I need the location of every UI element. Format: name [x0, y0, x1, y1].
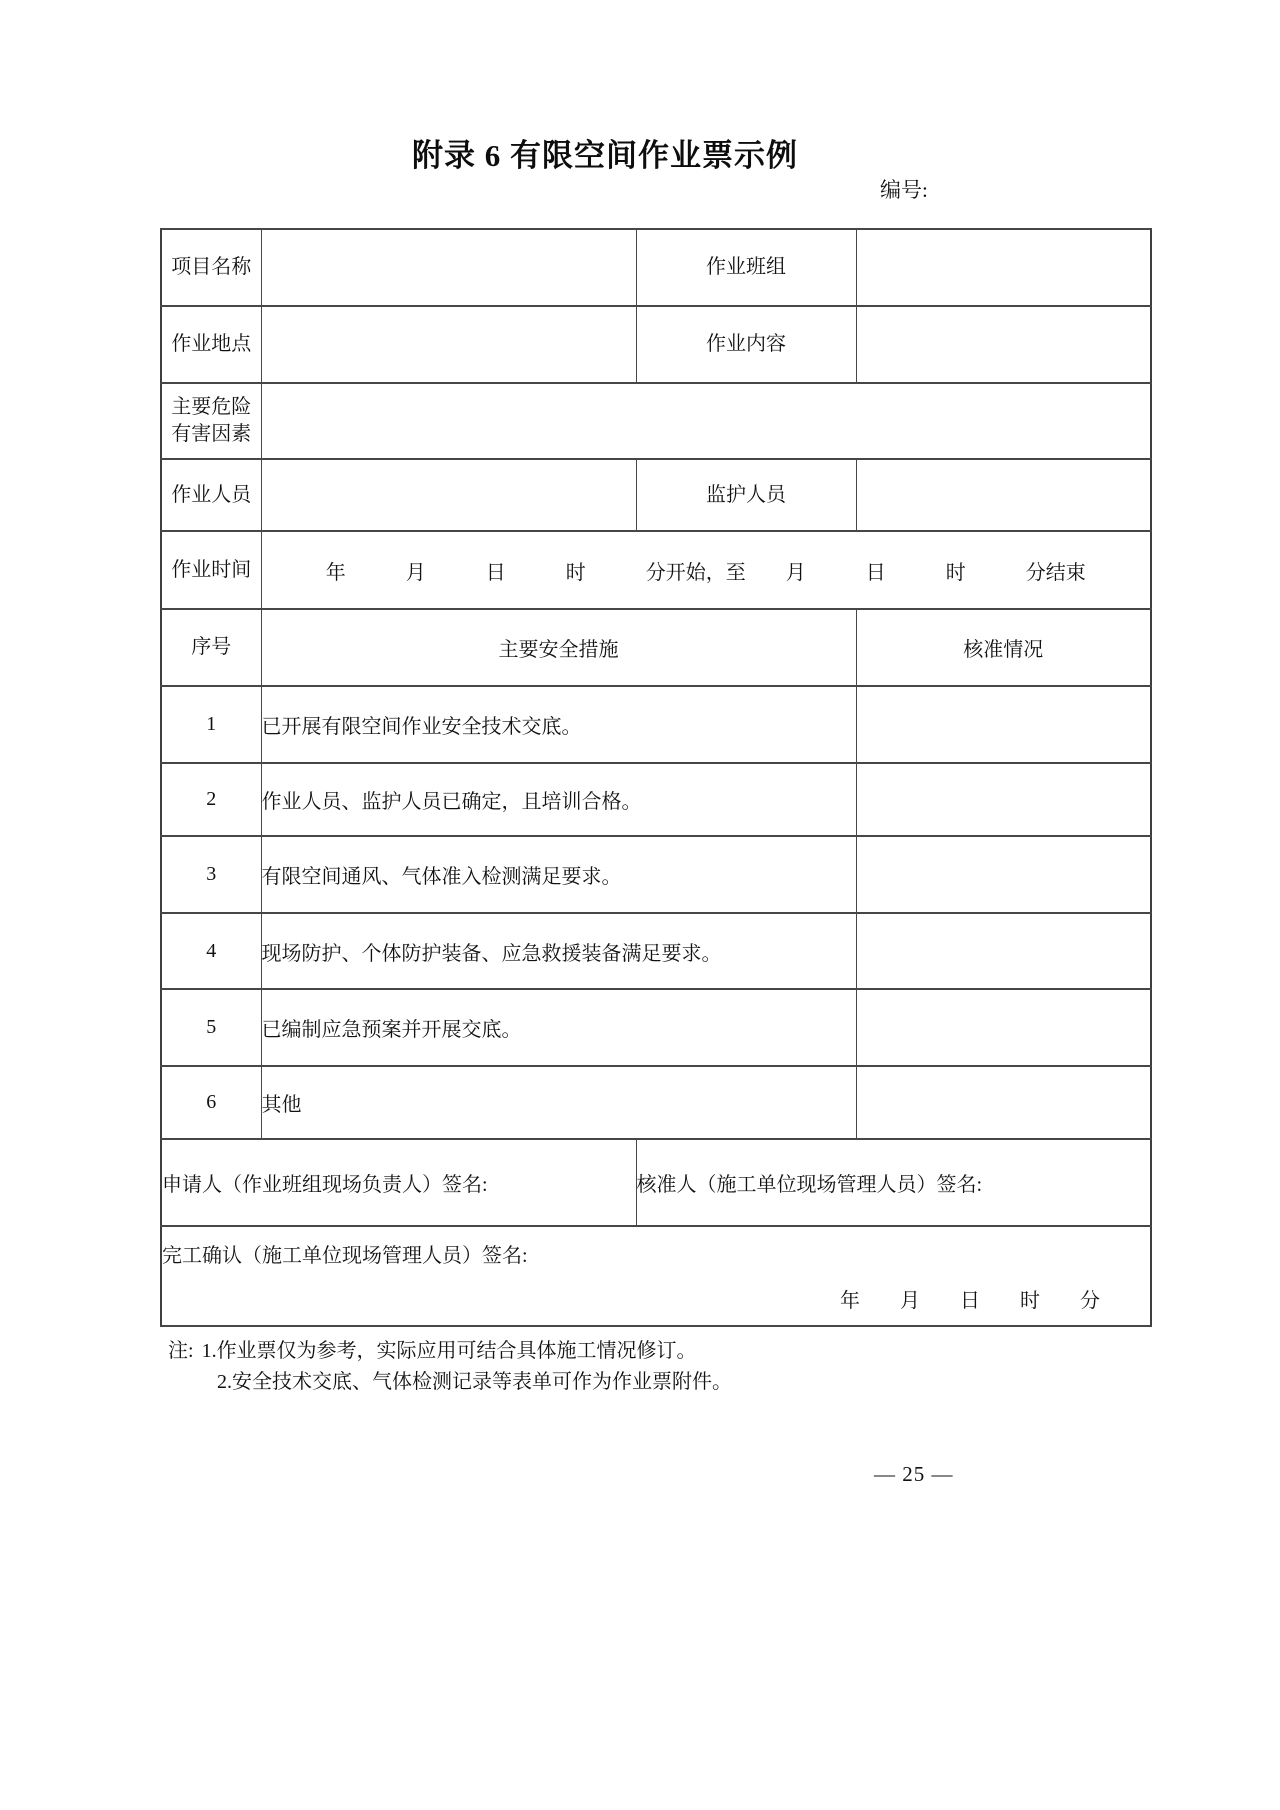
measure-text: 有限空间通风、气体准入检测满足要求。	[261, 836, 856, 913]
hazard-label-line1: 主要危险	[171, 396, 252, 418]
work-permit-table	[160, 228, 1152, 1327]
measures-header-no: 序号	[161, 609, 261, 686]
table-row	[161, 531, 1151, 609]
project-name-label: 项目名称	[161, 229, 261, 306]
work-content-value-cell	[856, 306, 1151, 383]
workers-label: 作业人员	[161, 459, 261, 531]
table-row	[161, 383, 1151, 459]
measures-header-approval: 核准情况	[856, 609, 1151, 686]
serial-number-label: 编号:	[880, 178, 928, 202]
table-row	[161, 763, 1151, 836]
measures-header-measure: 主要安全措施	[261, 609, 856, 686]
note-prefix: 注:	[168, 1340, 194, 1362]
completion-confirmation-cell	[161, 1226, 1151, 1326]
completion-date-line: 年 月 日 时 分	[840, 1290, 1100, 1312]
measure-text: 已开展有限空间作业安全技术交底。	[261, 686, 856, 763]
measure-no: 5	[161, 989, 261, 1066]
work-location-value-cell	[261, 306, 636, 383]
approval-cell	[856, 1066, 1151, 1139]
measure-no: 2	[161, 763, 261, 836]
workers-value-cell	[261, 459, 636, 531]
measure-no: 4	[161, 913, 261, 989]
table-row	[161, 459, 1151, 531]
measure-text: 已编制应急预案并开展交底。	[261, 989, 856, 1066]
table-row	[161, 686, 1151, 763]
table-row	[161, 609, 1151, 686]
table-row	[161, 836, 1151, 913]
table-row	[161, 1139, 1151, 1226]
page-title: 附录 6 有限空间作业票示例	[412, 138, 798, 173]
page-number: — 25 —	[874, 1462, 954, 1486]
monitors-label: 监护人员	[636, 459, 856, 531]
work-content-label: 作业内容	[636, 306, 856, 383]
note-item-2: 2.安全技术交底、气体检测记录等表单可作为作业票附件。	[217, 1371, 732, 1393]
approval-cell	[856, 989, 1151, 1066]
table-row	[161, 1066, 1151, 1139]
measure-no: 6	[161, 1066, 261, 1139]
approval-cell	[856, 686, 1151, 763]
monitors-value-cell	[856, 459, 1151, 531]
hazard-value-cell	[261, 383, 1151, 459]
table-row	[161, 989, 1151, 1066]
note-line-1	[168, 1336, 732, 1367]
note-line-2	[168, 1367, 732, 1398]
work-team-label: 作业班组	[636, 229, 856, 306]
work-time-label: 作业时间	[161, 531, 261, 609]
applicant-signature-cell: 申请人（作业班组现场负责人）签名:	[161, 1139, 636, 1226]
approval-cell	[856, 836, 1151, 913]
approval-cell	[856, 763, 1151, 836]
measure-text: 现场防护、个体防护装备、应急救援装备满足要求。	[261, 913, 856, 989]
table-row	[161, 229, 1151, 306]
completion-signature-label: 完工确认（施工单位现场管理人员）签名:	[162, 1245, 528, 1267]
approver-signature-cell: 核准人（施工单位现场管理人员）签名:	[636, 1139, 1151, 1226]
measure-no: 3	[161, 836, 261, 913]
project-name-value-cell	[261, 229, 636, 306]
measure-no: 1	[161, 686, 261, 763]
work-team-value-cell	[856, 229, 1151, 306]
work-time-value: 年 月 日 时 分开始，至 月 日 时 分结束	[261, 531, 1151, 609]
hazard-label	[161, 383, 261, 459]
notes-section	[168, 1336, 732, 1398]
table-row	[161, 913, 1151, 989]
approval-cell	[856, 913, 1151, 989]
hazard-label-line2: 有害因素	[171, 423, 252, 445]
measure-text: 作业人员、监护人员已确定，且培训合格。	[261, 763, 856, 836]
table-row	[161, 306, 1151, 383]
note-item-1: 1.作业票仅为参考，实际应用可结合具体施工情况修订。	[201, 1340, 697, 1362]
measure-text: 其他	[261, 1066, 856, 1139]
table-row	[161, 1226, 1151, 1326]
work-location-label: 作业地点	[161, 306, 261, 383]
